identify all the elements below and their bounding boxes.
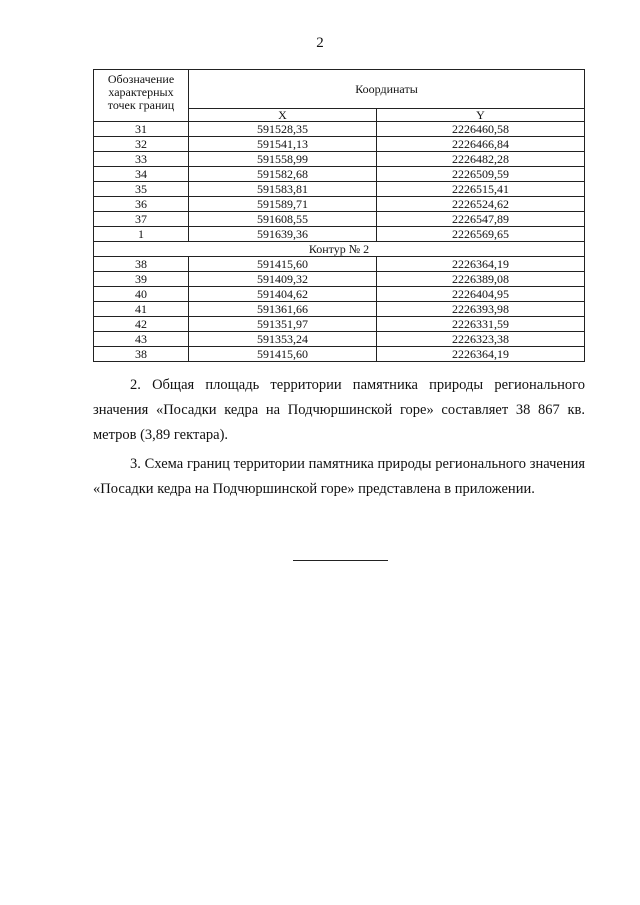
point-number-cell: 37 [94, 212, 189, 227]
end-divider [293, 560, 388, 561]
y-coordinate-cell: 2226547,89 [376, 212, 584, 227]
x-coordinate-cell: 591541,13 [189, 137, 377, 152]
x-coordinate-cell: 591351,97 [189, 317, 377, 332]
table-row [94, 227, 585, 242]
point-number-cell: 43 [94, 332, 189, 347]
table-row [94, 212, 585, 227]
point-number-cell: 1 [94, 227, 189, 242]
y-coordinate-cell: 2226364,19 [376, 347, 584, 362]
table-row [94, 302, 585, 317]
x-coordinate-cell: 591589,71 [189, 197, 377, 212]
table-row [94, 287, 585, 302]
y-coordinate-cell: 2226509,59 [376, 167, 584, 182]
y-coordinate-cell: 2226524,62 [376, 197, 584, 212]
point-number-cell: 32 [94, 137, 189, 152]
y-coordinate-cell: 2226460,58 [376, 122, 584, 137]
x-coordinate-cell: 591404,62 [189, 287, 377, 302]
y-coordinate-cell: 2226482,28 [376, 152, 584, 167]
point-number-cell: 38 [94, 347, 189, 362]
y-coordinate-cell: 2226331,59 [376, 317, 584, 332]
x-coordinate-cell: 591608,55 [189, 212, 377, 227]
table-row [94, 167, 585, 182]
paragraph-total-area [93, 373, 585, 448]
table-row [94, 272, 585, 287]
x-coordinate-cell: 591582,68 [189, 167, 377, 182]
y-coordinate-cell: 2226323,38 [376, 332, 584, 347]
paragraph-boundary-scheme [93, 452, 585, 502]
table-row [94, 317, 585, 332]
table-row [94, 197, 585, 212]
x-coordinate-cell: 591558,99 [189, 152, 377, 167]
x-coordinate-cell: 591409,32 [189, 272, 377, 287]
y-coordinate-cell: 2226389,08 [376, 272, 584, 287]
point-number-cell: 39 [94, 272, 189, 287]
y-coordinate-cell: 2226393,98 [376, 302, 584, 317]
point-number-cell: 36 [94, 197, 189, 212]
x-coordinate-cell: 591528,35 [189, 122, 377, 137]
point-number-cell: 31 [94, 122, 189, 137]
point-number-cell: 38 [94, 257, 189, 272]
x-coordinate-cell: 591361,66 [189, 302, 377, 317]
table-row [94, 182, 585, 197]
table-row [94, 332, 585, 347]
coordinates-table [93, 69, 585, 362]
x-coordinate-cell: 591639,36 [189, 227, 377, 242]
point-number-cell: 33 [94, 152, 189, 167]
y-coordinate-cell: 2226466,84 [376, 137, 584, 152]
point-number-cell: 40 [94, 287, 189, 302]
x-coordinate-cell: 591415,60 [189, 347, 377, 362]
header-y: Y [376, 109, 584, 122]
table-row [94, 152, 585, 167]
paragraph-total-area-text: 2. Общая площадь территории памятника природы регионального значения «Посадки кедра на Подчюршинской горе» составляет 38 867 кв. метров (3,89 гектара). [93, 377, 585, 443]
page-number: 2 [316, 35, 324, 51]
y-coordinate-cell: 2226515,41 [376, 182, 584, 197]
table-row [94, 122, 585, 137]
header-coordinates: Координаты [189, 70, 585, 109]
x-coordinate-cell: 591583,81 [189, 182, 377, 197]
contour-label: Контур № 2 [94, 242, 585, 257]
header-point-label: Обозначение характерных точек границ [94, 70, 189, 122]
table-row [94, 257, 585, 272]
table-row [94, 347, 585, 362]
table-row [94, 137, 585, 152]
x-coordinate-cell: 591353,24 [189, 332, 377, 347]
paragraph-boundary-scheme-text: 3. Схема границ территории памятника природы регионального значения «Посадки кедра на Подчюршинской горе» представлена в приложении. [93, 456, 585, 497]
x-coordinate-cell: 591415,60 [189, 257, 377, 272]
point-number-cell: 35 [94, 182, 189, 197]
y-coordinate-cell: 2226569,65 [376, 227, 584, 242]
point-number-cell: 41 [94, 302, 189, 317]
header-x: X [189, 109, 377, 122]
y-coordinate-cell: 2226364,19 [376, 257, 584, 272]
point-number-cell: 34 [94, 167, 189, 182]
contour-row [94, 242, 585, 257]
y-coordinate-cell: 2226404,95 [376, 287, 584, 302]
point-number-cell: 42 [94, 317, 189, 332]
